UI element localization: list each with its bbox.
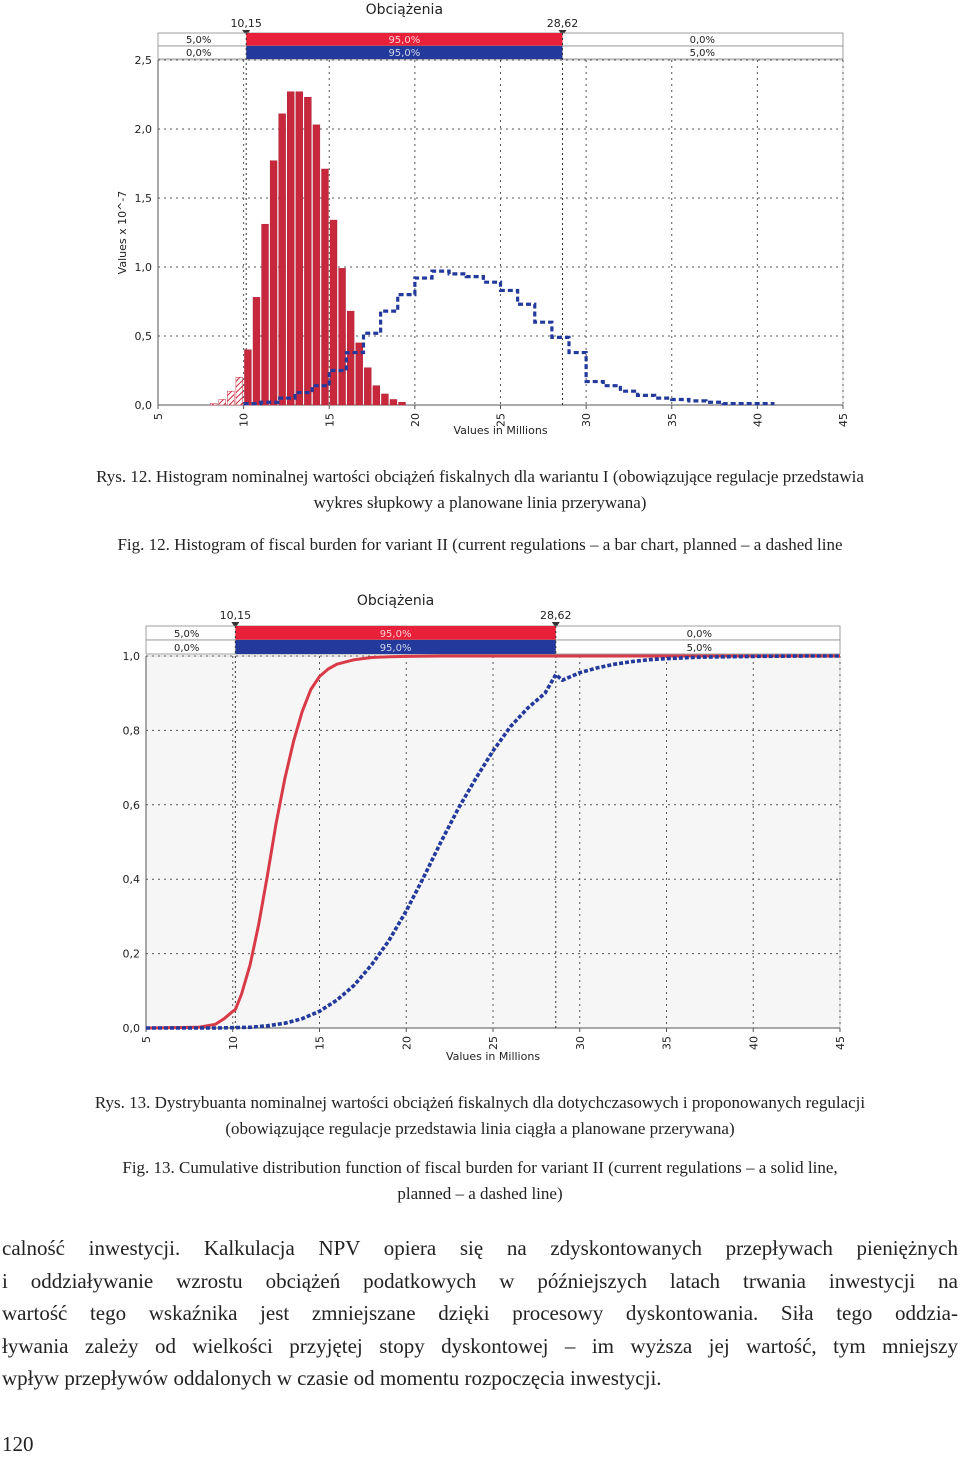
- x-tick-label: 30: [580, 413, 594, 427]
- band-right-label: 5,0%: [686, 643, 712, 654]
- band-middle-label: 95,0%: [388, 48, 421, 59]
- band-left-label: 0,0%: [186, 48, 212, 59]
- chart-title: Obciążenia: [365, 2, 444, 18]
- x-tick-label: 20: [408, 413, 422, 427]
- body-line-4: ływania zależy od wielkości przyjętej stopy dyskontowej – im wyższa jej wartość, tym mniejszy: [2, 1333, 958, 1358]
- x-tick-label: 10: [237, 413, 251, 427]
- x-axis-title: Values in Millions: [445, 1050, 541, 1063]
- x-tick-label: 45: [837, 413, 850, 427]
- plot-area: [158, 60, 843, 405]
- caption-rys12-line-2: wykres słupkowy a planowane linia przerywana): [313, 493, 647, 512]
- y-tick-label: 1,0: [122, 650, 140, 663]
- histogram-bar: [364, 368, 371, 405]
- body-line-3: wartość tego wskaźnika jest zmniejszane dzięki procesowy dyskontowania. Siła tego oddzia-: [2, 1301, 958, 1326]
- y-tick-label: 1,5: [134, 192, 152, 205]
- x-tick-label: 45: [834, 1036, 847, 1050]
- caption-rys12: [0, 464, 960, 516]
- caption-rys13-line-2: (obowiązujące regulacje przedstawia linia ciągła a planowane przerywana): [225, 1119, 735, 1138]
- histogram-bar: [236, 377, 243, 405]
- x-tick-label: 10: [226, 1036, 240, 1050]
- x-axis-title: Values in Millions: [453, 424, 548, 437]
- caption-fig12: [0, 532, 960, 558]
- histogram-bar: [210, 404, 217, 405]
- y-axis-title: Values x 10^-7: [116, 190, 129, 275]
- caption-fig13: [0, 1155, 960, 1207]
- x-tick-label: 35: [660, 1036, 674, 1050]
- x-tick-label: 40: [751, 413, 765, 427]
- y-tick-label: 0,2: [122, 947, 140, 961]
- histogram-bar: [244, 350, 251, 405]
- y-tick-label: 1,0: [134, 261, 152, 274]
- histogram-bar: [270, 161, 277, 405]
- histogram-bar: [399, 402, 406, 405]
- body-line-1: calność inwestycji. Kalkulacja NPV opiera się na zdyskontowanych przepływach pieniężnych: [2, 1236, 958, 1260]
- histogram-bar: [347, 311, 354, 405]
- band-middle-label: 95,0%: [388, 35, 421, 46]
- y-tick-label: 0,5: [134, 330, 152, 343]
- histogram-bar: [279, 114, 286, 405]
- caption-fig12-line: Fig. 12. Histogram of fiscal burden for variant II (current regulations – a bar chart, planned – a dashed line: [117, 535, 843, 554]
- band-middle-label: 95,0%: [379, 643, 412, 654]
- histogram-bar: [322, 169, 329, 405]
- band-left-label: 5,0%: [174, 629, 200, 640]
- band-left-label: 0,0%: [174, 643, 200, 654]
- x-tick-label: 5: [140, 1036, 153, 1043]
- band-right-label: 0,0%: [686, 629, 712, 640]
- x-tick-label: 40: [747, 1036, 761, 1050]
- x-tick-label: 15: [323, 413, 337, 427]
- y-tick-label: 2,5: [134, 54, 152, 67]
- marker-right-value: 28,62: [546, 17, 579, 30]
- y-tick-label: 0,4: [122, 873, 140, 887]
- histogram-bar: [304, 97, 311, 405]
- histogram-bar: [313, 125, 320, 405]
- x-tick-label: 25: [487, 1036, 500, 1050]
- x-tick-label: 20: [400, 1036, 414, 1050]
- x-tick-label: 5: [152, 413, 165, 420]
- x-tick-label: 15: [313, 1036, 327, 1050]
- x-tick-label: 35: [665, 413, 679, 427]
- band-left-label: 5,0%: [186, 35, 212, 46]
- body-paragraph: [2, 1232, 958, 1395]
- caption-rys12-line-1: Rys. 12. Histogram nominalnej wartości obciążeń fiskalnych dla wariantu I (obowiązujące regulacje przedstawia: [96, 467, 864, 486]
- histogram-bar: [390, 399, 397, 405]
- chart-title: Obciążenia: [356, 593, 435, 609]
- y-tick-label: 0,8: [122, 724, 140, 738]
- y-tick-label: 0,6: [122, 798, 140, 812]
- histogram-bar: [227, 391, 234, 405]
- caption-rys13-line-1: Rys. 13. Dystrybuanta nominalnej wartości obciążeń fiskalnych dla dotychczasowych i proponowanych regulacji: [94, 1093, 866, 1112]
- y-tick-label: 0,0: [134, 399, 152, 412]
- histogram-bar: [339, 268, 346, 405]
- histogram-bar: [373, 386, 380, 405]
- cdf-chart: [0, 580, 960, 1070]
- body-line-2: i oddziaływanie wzrostu obciążeń podatkowych w późniejszych latach trwania inwestycji na: [2, 1268, 958, 1293]
- band-middle-label: 95,0%: [379, 629, 412, 640]
- histogram-bar: [296, 92, 303, 405]
- y-tick-label: 0,0: [122, 1022, 140, 1035]
- caption-rys13: [0, 1090, 960, 1142]
- caption-fig13-line-2: planned – a dashed line): [397, 1184, 563, 1203]
- x-tick-label: 25: [494, 413, 508, 427]
- band-right-label: 0,0%: [689, 35, 715, 46]
- marker-right-value: 28,62: [540, 609, 572, 622]
- histogram-bar: [287, 92, 294, 405]
- histogram-bar: [262, 224, 269, 405]
- histogram-chart: [0, 0, 960, 450]
- band-right-label: 5,0%: [689, 48, 715, 59]
- x-tick-label: 30: [573, 1036, 587, 1050]
- histogram-bar: [219, 399, 226, 405]
- page-number: 120: [2, 1432, 34, 1456]
- histogram-bar: [253, 297, 260, 405]
- histogram-bar: [330, 220, 337, 405]
- marker-left-value: 10,15: [219, 609, 252, 622]
- histogram-bar: [381, 394, 388, 405]
- y-tick-label: 2,0: [134, 123, 152, 136]
- caption-fig13-line-1: Fig. 13. Cumulative distribution function of fiscal burden for variant II (current regulations – a solid line,: [122, 1158, 838, 1177]
- body-line-5: wpływ przepływów oddalonych w czasie od momentu rozpoczęcia inwestycji.: [2, 1366, 662, 1391]
- marker-left-value: 10,15: [230, 17, 262, 30]
